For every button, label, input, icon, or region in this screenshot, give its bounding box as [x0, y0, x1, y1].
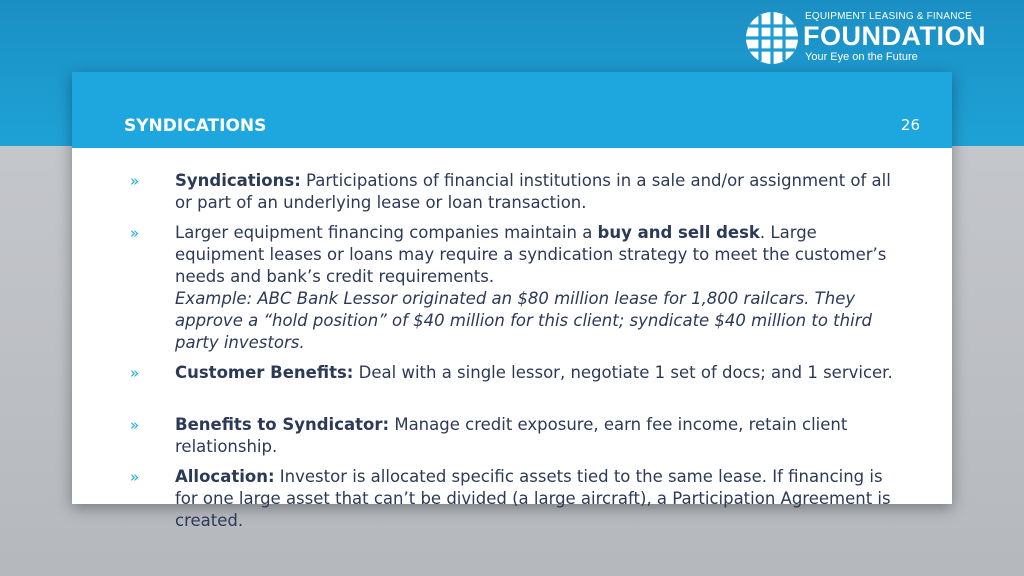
globe-logo-icon: [745, 11, 799, 65]
bullet-text: Investor is allocated specific assets tied to the same lease. If financing is for one large asset that can’t be divided (a large aircraft), a Participation Agreement is created.: [175, 467, 891, 530]
bullet-label: Syndications:: [175, 171, 301, 190]
bullet-text: Deal with a single lessor, negotiate 1 set of docs; and 1 servicer.: [353, 363, 893, 382]
bullet-buy-sell-desk: [130, 222, 910, 354]
slide-title: SYNDICATIONS: [124, 116, 267, 136]
bullet-bold-term: buy and sell desk: [597, 223, 760, 242]
bullet-marker: »: [130, 468, 140, 486]
bullet-text: . Large equipment leases or loans may require a syndication strategy to meet the customer’s needs and bank’s credit requirements.: [175, 223, 887, 286]
logo-line-2: FOUNDATION: [803, 21, 986, 51]
bullet-label: Benefits to Syndicator:: [175, 415, 390, 434]
bullet-label: Allocation:: [175, 467, 275, 486]
logo-line-1: EQUIPMENT LEASING & FINANCE: [805, 11, 972, 22]
bullet-label: Customer Benefits:: [175, 363, 354, 382]
foundation-logo: [745, 9, 1005, 69]
bullet-text: Larger equipment financing companies maintain a: [175, 223, 598, 242]
bullet-marker: »: [130, 224, 140, 242]
logo-tagline: Your Eye on the Future: [805, 51, 918, 63]
bullet-text: Participations of financial institutions in a sale and/or assignment of all or part of an underlying lease or loan transaction.: [175, 171, 891, 212]
bullet-allocation: [130, 466, 910, 532]
bullet-text: Manage credit exposure, earn fee income, retain client relationship.: [175, 415, 848, 456]
bullet-list: [130, 170, 910, 540]
bullet-benefits-to-syndicator: [130, 414, 910, 458]
bullet-example: Example: ABC Bank Lessor originated an $80 million lease for 1,800 railcars. They approve a “hold position” of $40 million for this client; syndicate $40 million to third party investors.: [175, 289, 872, 352]
bullet-marker: »: [130, 364, 140, 382]
bullet-marker: »: [130, 172, 140, 190]
bullet-marker: »: [130, 416, 140, 434]
slide-header: [72, 72, 952, 148]
bullet-customer-benefits: [130, 362, 910, 384]
bullet-syndications: [130, 170, 910, 214]
page-number: 26: [900, 116, 920, 134]
